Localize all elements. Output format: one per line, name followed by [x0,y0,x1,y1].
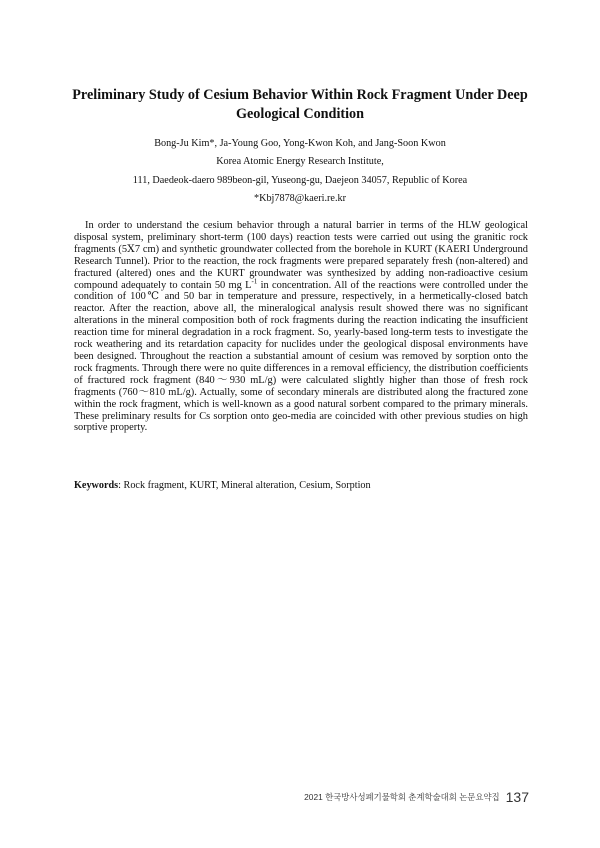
keywords [74,479,528,492]
corresponding-email: *Kbj7878@kaeri.re.kr [254,193,346,204]
abstract [74,220,528,434]
paper-title: Preliminary Study of Cesium Behavior Within Rock Fragment Under Deep Geological Condition [72,87,528,122]
abstract-text-part2: in concentration. All of the reactions were controlled under the condition of 100℃ and 50 bar in temperature and pressure, respectively, in a hermetically-closed batch reactor. After the reaction, above all, the mineralogical analysis result showed there was no significant alterations in the mineral composition both of rock fragments during the reaction indicating the insufficient reaction time for mineral degradation in a rock fragment. So, yearly-based long-term tests to investigate the rock weathering and its retardation capacity for nuclides under the geological disposal environments have been designed. Throughout the reaction a substantial amount of cesium was removed by sorption onto the rock fragments. Through there were no quite differences in a removal efficiency, the distribution coefficients of fractured rock fragment (840～930 mL/g) were calculated slightly higher than those of fresh rock fragments (760～810 mL/g). Actually, some of secondary minerals are distributed along the fractured zone within the rock fragment, which is well-known as a good natural sorbent compared to the primary minerals. These preliminary results for Cs sorption onto geo-media are coincided with other previous studies on high sorptive property. [74,279,528,434]
proceedings-title: 2021 한국방사성폐기물학회 춘계학술대회 논문요약집 [304,792,500,802]
address: 111, Daedeok-daero 989beon-gil, Yuseong-gu, Daejeon 34057, Republic of Korea [132,175,468,186]
keywords-label: Keywords [74,480,119,491]
page-number: 137 [505,789,529,805]
abstract-text-part1: In order to understand the cesium behavior through a natural barrier in terms of the HLW geological disposal system, preliminary short-term (100 days) reaction tests were carried out using the granitic rock fragments (5Ⅹ7 cm) and synthetic groundwater collected from the borehole in KURT (KAERI Underground Research Tunnel). Prior to the reaction, the rock fragments were prepared separately fresh (non-altered) and fractured (altered) ones and the KURT groundwater was synthesized by adding non-radioactive cesium compound adequately to contain 50 mg L [74,220,528,291]
affiliation: Korea Atomic Energy Research Institute, [216,156,384,167]
keywords-separator: : [118,480,124,491]
page-footer [304,789,529,805]
keywords-list: Rock fragment, KURT, Mineral alteration, Cesium, Sorption [123,480,371,491]
abstract-superscript: -1 [251,277,258,286]
author-list: Bong-Ju Kim*, Ja-Young Goo, Yong-Kwon Koh, and Jang-Soon Kwon [154,138,446,149]
